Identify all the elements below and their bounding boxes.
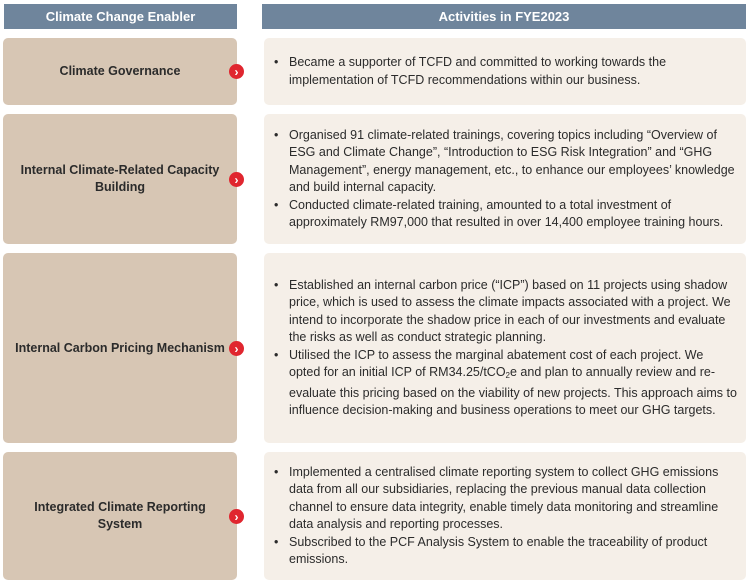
list-item: • Organised 91 climate-related trainings, covering topics including “Overview of ESG and Climate Change”, “Introduction to ESG Risk Integration” and “GHG Management”, energy management, etc., to enhance our employees’ knowledge and build internal capacity. (272, 127, 738, 197)
list-item: • Implemented a centralised climate reporting system to collect GHG emissions data from all our subsidiaries, replacing the previous manual data collection channel to ensure data integrity, enable timely data monitoring and streamline data analysis and reporting processes. (272, 464, 738, 534)
bullet-icon: • (274, 277, 279, 292)
list-item: • Became a supporter of TCFD and committed to working towards the implementation of TCFD recommendations within our business. (272, 54, 738, 89)
bullet-icon: • (274, 347, 279, 362)
list-item: • Established an internal carbon price (“ICP”) based on 11 projects using shadow price, which is used to assess the climate impacts associated with a project. We intend to incorporate the shadow price in each of our investments and evaluate the risks as well as conduct strategic planning. (272, 277, 738, 347)
activities-panel-carbon-pricing (264, 253, 746, 443)
list-item: • Subscribed to the PCF Analysis System to enable the traceability of product emissions. (272, 534, 738, 569)
chevron-right-icon[interactable]: › (229, 64, 244, 79)
activities-panel-climate-governance (264, 38, 746, 105)
enabler-capacity-building: Internal Climate-Related Capacity Building (3, 114, 237, 244)
bullet-icon: • (274, 55, 279, 69)
bullet-icon: • (274, 127, 279, 142)
chevron-right-icon[interactable]: › (229, 341, 244, 356)
list-item: • Utilised the ICP to assess the marginal abatement cost of each project. We opted for an initial ICP of RM34.25/tCO$_2$e and plan to annually review and re-evaluate this pricing based on the viability of new projects. This approach aims to influence decision-making and business operations to meet our GHG targets. (272, 347, 738, 420)
list-item: • Conducted climate-related training, amounted to a total investment of approximately RM97,000 that resulted in over 14,400 employee training hours. (272, 197, 738, 232)
enabler-climate-governance: Climate Governance (3, 38, 237, 105)
chevron-right-icon[interactable]: › (229, 172, 244, 187)
header-activities: Activities in FYE2023 (262, 4, 746, 29)
header-climate-change-enabler: Climate Change Enabler (4, 4, 237, 29)
enabler-carbon-pricing: Internal Carbon Pricing Mechanism (3, 253, 237, 443)
bullet-icon: • (274, 534, 279, 549)
activities-panel-capacity-building (264, 114, 746, 244)
bullet-icon: • (274, 464, 279, 479)
activities-panel-climate-reporting (264, 452, 746, 580)
bullet-icon: • (274, 197, 279, 212)
enabler-climate-reporting: Integrated Climate Reporting System (3, 452, 237, 580)
chevron-right-icon[interactable]: › (229, 509, 244, 524)
